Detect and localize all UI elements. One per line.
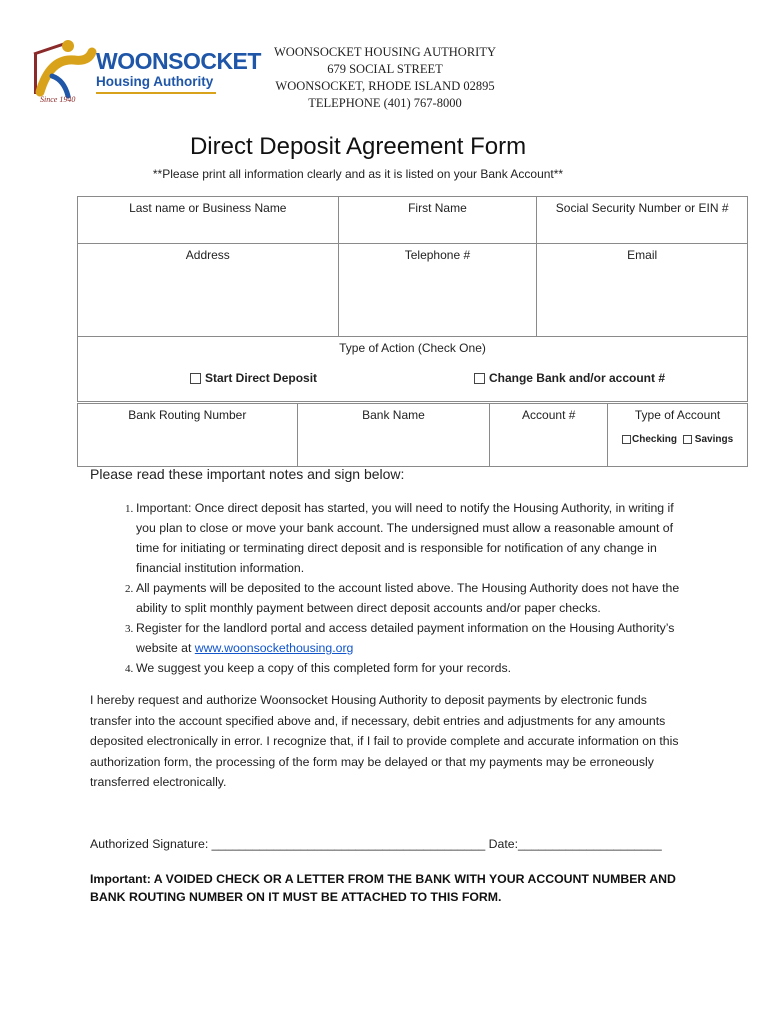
ssn-field[interactable] <box>537 197 748 244</box>
account-number-label: Account # <box>522 408 576 422</box>
note-text: We suggest you keep a copy of this completed form for your records. <box>136 661 512 675</box>
change-bank-label: Change Bank and/or account # <box>488 371 665 385</box>
telephone-field[interactable] <box>338 244 537 337</box>
action-options <box>80 371 745 385</box>
bank-info-table <box>77 403 748 467</box>
address-label: Address <box>185 248 230 262</box>
checkbox-icon[interactable] <box>474 373 485 384</box>
change-bank-option[interactable] <box>474 371 665 385</box>
account-type-options <box>610 434 745 445</box>
signature-date-line[interactable]: Authorized Signature: ________________________________________ Date:_____________________ <box>90 837 662 851</box>
last-name-field[interactable] <box>78 197 339 244</box>
bank-name-field[interactable] <box>297 404 490 467</box>
form-title: Direct Deposit Agreement Form <box>189 133 527 160</box>
account-number-field[interactable] <box>490 404 608 467</box>
organization-address <box>230 44 540 112</box>
start-direct-deposit-label: Start Direct Deposit <box>205 371 318 385</box>
email-label: Email <box>627 248 658 262</box>
savings-label: Savings <box>694 434 734 445</box>
logo-wordmark: WOONSOCKET <box>96 48 261 74</box>
notes-heading: Please read these important notes and sign below: <box>90 466 405 482</box>
website-link[interactable]: www.woonsockethousing.org <box>194 641 354 655</box>
last-name-label: Last name or Business Name <box>129 201 287 215</box>
ssn-label: Social Security Number or EIN # <box>555 201 729 215</box>
email-field[interactable] <box>537 244 748 337</box>
note-text: All payments will be deposited to the account listed above. The Housing Authority does not have the ability to split monthly payment between direct deposit accounts and/or paper checks. <box>136 581 680 615</box>
type-of-account-cell <box>608 404 748 467</box>
checking-label: Checking <box>632 434 678 445</box>
deposit-form-table <box>77 196 748 402</box>
logo-underline <box>96 92 216 94</box>
bank-name-label: Bank Name <box>362 408 425 422</box>
list-item <box>136 658 696 678</box>
type-of-action-label: Type of Action (Check One) <box>339 341 486 355</box>
housing-authority-logo <box>30 36 261 108</box>
address-line-name: WOONSOCKET HOUSING AUTHORITY <box>274 45 496 59</box>
logo-since: Since 1940 <box>40 95 76 104</box>
type-of-account-label: Type of Account <box>634 408 721 422</box>
note-text: Register for the landlord portal and access detailed payment information on the Housing Authority’s website at <box>136 621 675 655</box>
first-name-field[interactable] <box>338 197 537 244</box>
start-direct-deposit-option[interactable] <box>190 371 317 385</box>
logo-subtitle: Housing Authority <box>96 74 214 89</box>
address-line-street: 679 SOCIAL STREET <box>327 62 443 76</box>
type-of-action-cell <box>78 337 748 402</box>
address-line-city: WOONSOCKET, RHODE ISLAND 02895 <box>275 79 495 93</box>
checkbox-icon[interactable] <box>190 373 201 384</box>
authorization-statement: I hereby request and authorize Woonsocket Housing Authority to deposit payments by electronic funds transfer into the account specified above and, if necessary, debit entries and adjustments for any amounts deposited electronically in error. I recognize that, if I fail to provide complete and accurate information on this authorization form, the processing of the form may be delayed or that my payments may be erroneously transferred electronically. <box>90 693 679 789</box>
list-item <box>136 618 696 658</box>
address-line-phone: TELEPHONE (401) 767-8000 <box>308 96 462 110</box>
address-field[interactable] <box>78 244 339 337</box>
note-text: Important: Once direct deposit has started, you will need to notify the Housing Authority, in writing if you plan to close or move your bank account. The undersigned must allow a reasonable amount of time for initiating or terminating direct deposit and is responsible for notification of any change in financial institution information. <box>136 501 674 575</box>
first-name-label: First Name <box>408 201 467 215</box>
form-instructions: **Please print all information clearly and as it is listed on your Bank Account** <box>152 167 564 181</box>
telephone-label: Telephone # <box>404 248 471 262</box>
list-item <box>136 498 696 578</box>
savings-checkbox-icon[interactable] <box>683 435 692 444</box>
important-notice: Important: A VOIDED CHECK OR A LETTER FROM THE BANK WITH YOUR ACCOUNT NUMBER AND BANK ROUTING NUMBER ON IT MUST BE ATTACHED TO THIS FORM. <box>90 872 676 904</box>
checking-checkbox-icon[interactable] <box>622 435 631 444</box>
list-item <box>136 578 696 618</box>
notes-list <box>108 498 696 678</box>
routing-number-label: Bank Routing Number <box>128 408 247 422</box>
routing-number-field[interactable] <box>78 404 298 467</box>
